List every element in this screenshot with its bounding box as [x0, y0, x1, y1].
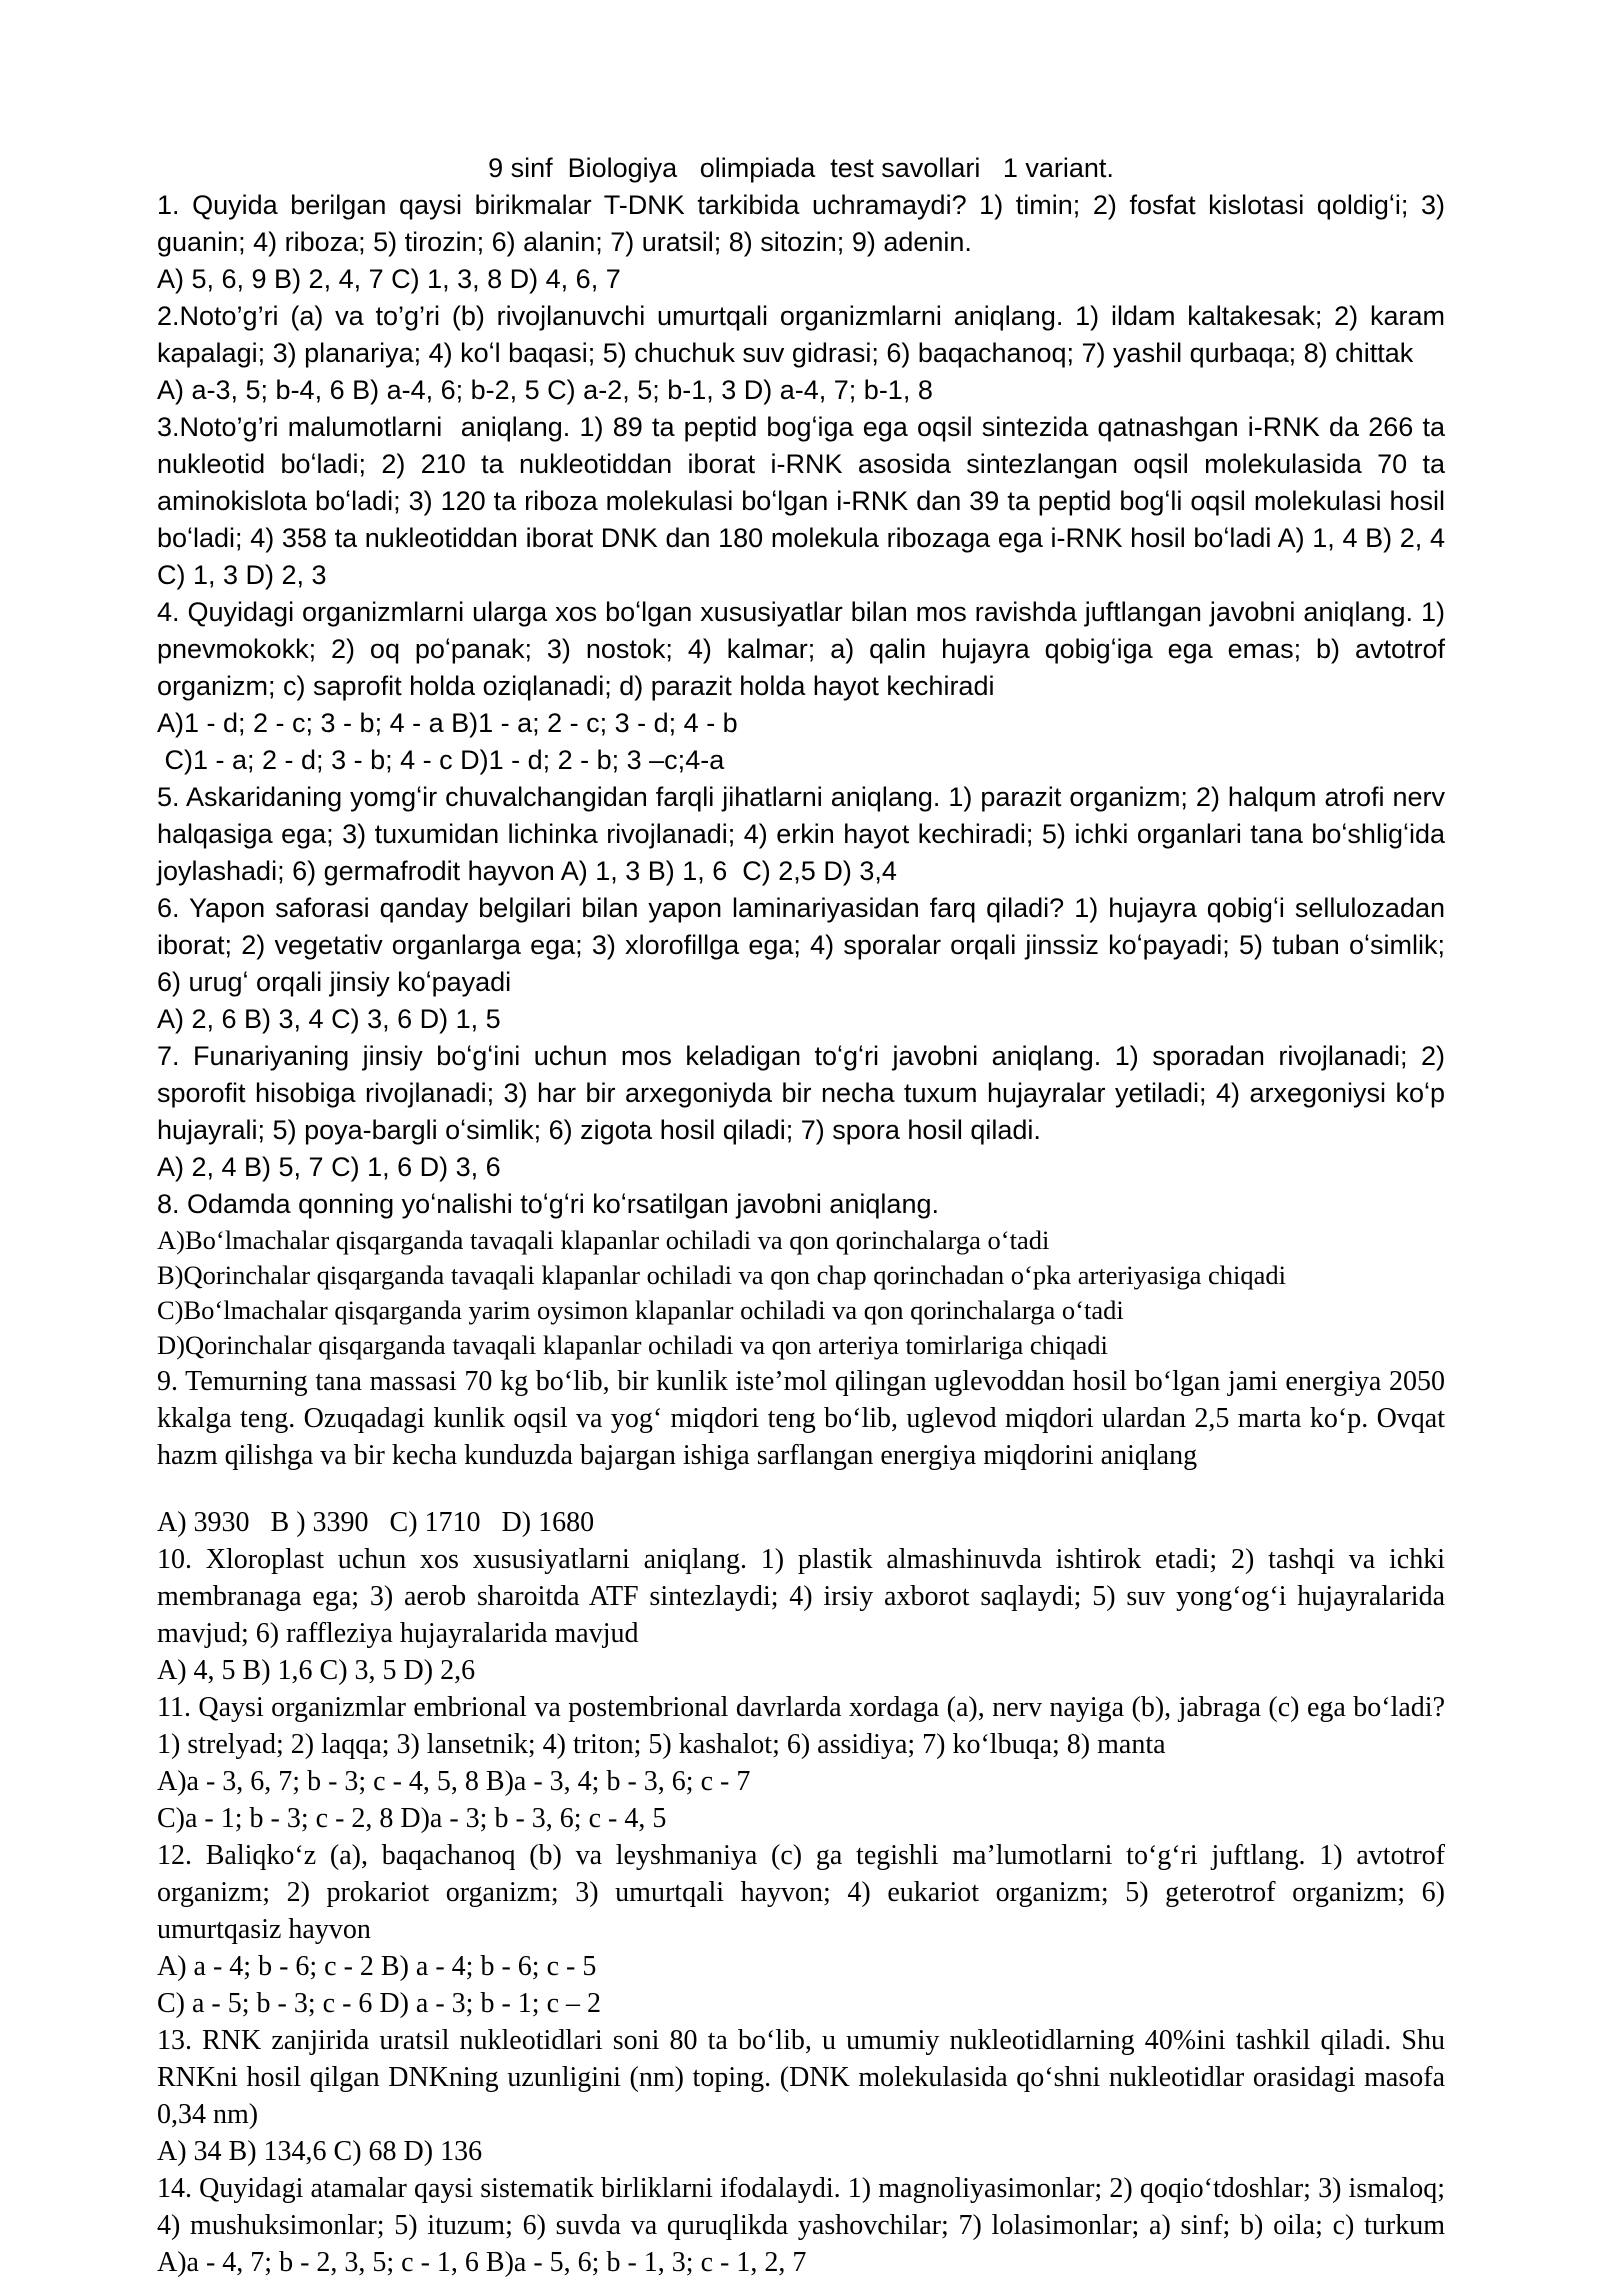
q11-stem: 11. Qaysi organizmlar embrional va postembrional davrlarda xordaga (a), nerv nayiga (b), jabraga (c) ega boʻladi? 1) strelyad; 2) laqqa; 3) lansetnik; 4) triton; 5) kashalot; 6) assidiya; 7) koʻlbuqa; 8) manta [157, 1692, 1452, 1760]
q8-option-a: A)Boʻlmachalar qisqarganda tavaqali klapanlar ochiladi va qon qorinchalarga oʻtadi [157, 1225, 1050, 1255]
q9-options: A) 3930 B ) 3390 C) 1710 D) 1680 [157, 1507, 595, 1538]
q10-stem: 10. Xloroplast uchun xos xususiyatlarni aniqlang. 1) plastik almashinuvda ishtirok etadi; 2) tashqi va ichki membranaga ega; 3) aerob sharoitda ATF sintezlaydi; 4) irsiy axborot saqlaydi; 5) suv yongʻogʻi hujayralarida mavjud; 6) raffleziya hujayralarida mavjud [157, 1544, 1452, 1649]
q8-option-d: D)Qorinchalar qisqarganda tavaqali klapanlar ochiladi va qon arteriya tomirlariga chiqadi [157, 1330, 1108, 1360]
q2-options: A) a-3, 5; b-4, 6 B) a-4, 6; b-2, 5 C) a-2, 5; b-1, 3 D) a-4, 7; b-1, 8 [157, 375, 933, 405]
q6-options: A) 2, 6 B) 3, 4 C) 3, 6 D) 1, 5 [157, 1004, 501, 1034]
q4-stem: 4. Quyidagi organizmlarni ularga xos boʻlgan xususiyatlar bilan mos ravishda juftlangan javobni aniqlang. 1) pnevmokokk; 2) oq poʻpanak; 3) nostok; 4) kalmar; a) qalin hujayra qobigʻiga ega emas; b) avtotrof organizm; c) saprofit holda oziqlanadi; d) parazit holda hayot kechiradi [157, 597, 1453, 701]
q5-stem: 5. Askaridaning yomgʻir chuvalchangidan farqli jihatlarni aniqlang. 1) parazit organizm; 2) halqum atrofi nerv halqasiga ega; 3) tuxumidan lichinka rivojlanadi; 4) erkin hayot kechiradi; 5) ichki organlari tana boʻshligʻida joylashadi; 6) germafrodit hayvon A) 1, 3 B) 1, 6 C) 2,5 D) 3,4 [157, 782, 1453, 886]
q7-options: A) 2, 4 B) 5, 7 C) 1, 6 D) 3, 6 [157, 1152, 501, 1182]
q6-stem: 6. Yapon saforasi qanday belgilari bilan yapon laminariyasidan farq qiladi? 1) hujayra qobigʻi sellulozadan iborat; 2) vegetativ organlarga ega; 3) xlorofillga ega; 4) sporalar orqali jinssiz koʻpayadi; 5) tuban oʻsimlik; 6) urugʻ orqali jinsiy koʻpayadi [157, 893, 1453, 997]
q4-options-ab: A)1 - d; 2 - c; 3 - b; 4 - a B)1 - a; 2 - c; 3 - d; 4 - b [157, 708, 738, 738]
q12-stem: 12. Baliqkoʻz (a), baqachanoq (b) va leyshmaniya (c) ga tegishli ma’lumotlarni toʻgʻri juftlang. 1) avtotrof organizm; 2) prokariot organizm; 3) umurtqali hayvon; 4) eukariot organizm; 5) geterotrof organizm; 6) umurtqasiz hayvon [157, 1840, 1452, 1945]
q11-options-cd: C)a - 1; b - 3; c - 2, 8 D)a - 3; b - 3, 6; c - 4, 5 [157, 1803, 667, 1834]
q9-stem: 9. Temurning tana massasi 70 kg boʻlib, bir kunlik iste’mol qilingan uglevoddan hosil boʻlgan jami energiya 2050 kkalga teng. Ozuqadagi kunlik oqsil va yogʻ miqdori teng boʻlib, uglevod miqdori ulardan 2,5 marta koʻp. Ovqat hazm qilishga va bir kecha kunduzda bajargan ishiga sarflangan energiya miqdorini aniqlang [157, 1366, 1452, 1471]
blank-line [157, 1474, 1445, 1504]
q14-stem: 14. Quyidagi atamalar qaysi sistematik birliklarni ifodalaydi. 1) magnoliyasimonlar; 2) qoqioʻtdoshlar; 3) ismaloq; 4) mushuksimonlar; 5) ituzum; 6) suvda va quruqlikda yashovchilar; 7) lolasimonlar; a) sinf; b) oila; c) turkum A)a - 4, 7; b - 2, 3, 5; c - 1, 6 B)a - 5, 6; b - 1, 3; c - 1, 2, 7 [157, 2173, 1452, 2278]
q3-stem: 3.Noto’g’ri malumotlarni aniqlang. 1) 89 ta peptid bogʻiga ega oqsil sintezida qatnashgan i-RNK da 266 ta nukleotid boʻladi; 2) 210 ta nukleotiddan iborat i-RNK asosida sintezlangan oqsil molekulasida 70 ta aminokislota boʻladi; 3) 120 ta riboza molekulasi boʻlgan i-RNK dan 39 ta peptid bogʻli oqsil molekulasi hosil boʻladi; 4) 358 ta nukleotiddan iborat DNK dan 180 molekula ribozaga ega i-RNK hosil boʻladi A) 1, 4 B) 2, 4 C) 1, 3 D) 2, 3 [157, 412, 1453, 590]
q7-stem: 7. Funariyaning jinsiy boʻgʻini uchun mos keladigan toʻgʻri javobni aniqlang. 1) sporadan rivojlanadi; 2) sporofit hisobiga rivojlanadi; 3) har bir arxegoniyda bir necha tuxum hujayralar yetiladi; 4) arxegoniysi koʻp hujayrali; 5) poya-bargli oʻsimlik; 6) zigota hosil qiladi; 7) spora hosil qiladi. [157, 1041, 1453, 1145]
q2-stem: 2.Noto’g’ri (a) va to’g’ri (b) rivojlanuvchi umurtqali organizmlarni aniqlang. 1) ildam kaltakesak; 2) karam kapalagi; 3) planariya; 4) koʻl baqasi; 5) chuchuk suv gidrasi; 6) baqachanoq; 7) yashil qurbaqa; 8) chittak [157, 301, 1453, 368]
q13-stem: 13. RNK zanjirida uratsil nukleotidlari soni 80 ta boʻlib, u umumiy nukleotidlarning 40%ini tashkil qiladi. Shu RNKni hosil qilgan DNKning uzunligini (nm) toping. (DNK molekulasida qoʻshni nukleotidlar orasidagi masofa 0,34 nm) [157, 2025, 1452, 2130]
q4-options-cd: C)1 - a; 2 - d; 3 - b; 4 - c D)1 - d; 2 - b; 3 –c;4-a [157, 745, 725, 775]
q10-options: A) 4, 5 B) 1,6 C) 3, 5 D) 2,6 [157, 1655, 476, 1686]
q1-stem: 1. Quyida berilgan qaysi birikmalar T-DNK tarkibida uchramaydi? 1) timin; 2) fosfat kislotasi qoldigʻi; 3) guanin; 4) riboza; 5) tirozin; 6) alanin; 7) uratsil; 8) sitozin; 9) adenin. [157, 190, 1453, 257]
q13-options: A) 34 B) 134,6 C) 68 D) 136 [157, 2136, 483, 2167]
q8-option-c: C)Boʻlmachalar qisqarganda yarim oysimon klapanlar ochiladi va qon qorinchalarga oʻtadi [157, 1295, 1124, 1325]
q8-option-b: B)Qorinchalar qisqarganda tavaqali klapanlar ochiladi va qon chap qorinchadan oʻpka arteriyasiga chiqadi [157, 1260, 1286, 1290]
q12-options-cd: C) a - 5; b - 3; c - 6 D) a - 3; b - 1; c – 2 [157, 1988, 601, 2019]
q1-options: A) 5, 6, 9 B) 2, 4, 7 C) 1, 3, 8 D) 4, 6, 7 [157, 264, 621, 294]
document-content [157, 187, 1453, 2281]
q11-options-ab: A)a - 3, 6, 7; b - 3; c - 4, 5, 8 B)a - 3, 4; b - 3, 6; c - 7 [157, 1766, 751, 1797]
q8-stem: 8. Odamda qonning yoʻnalishi toʻgʻri koʻrsatilgan javobni aniqlang. [157, 1189, 939, 1219]
q12-options-ab: A) a - 4; b - 6; c - 2 B) a - 4; b - 6; c - 5 [157, 1951, 597, 1982]
document-title: 9 sinf Biologiya olimpiada test savollari 1 variant. [488, 153, 1114, 183]
